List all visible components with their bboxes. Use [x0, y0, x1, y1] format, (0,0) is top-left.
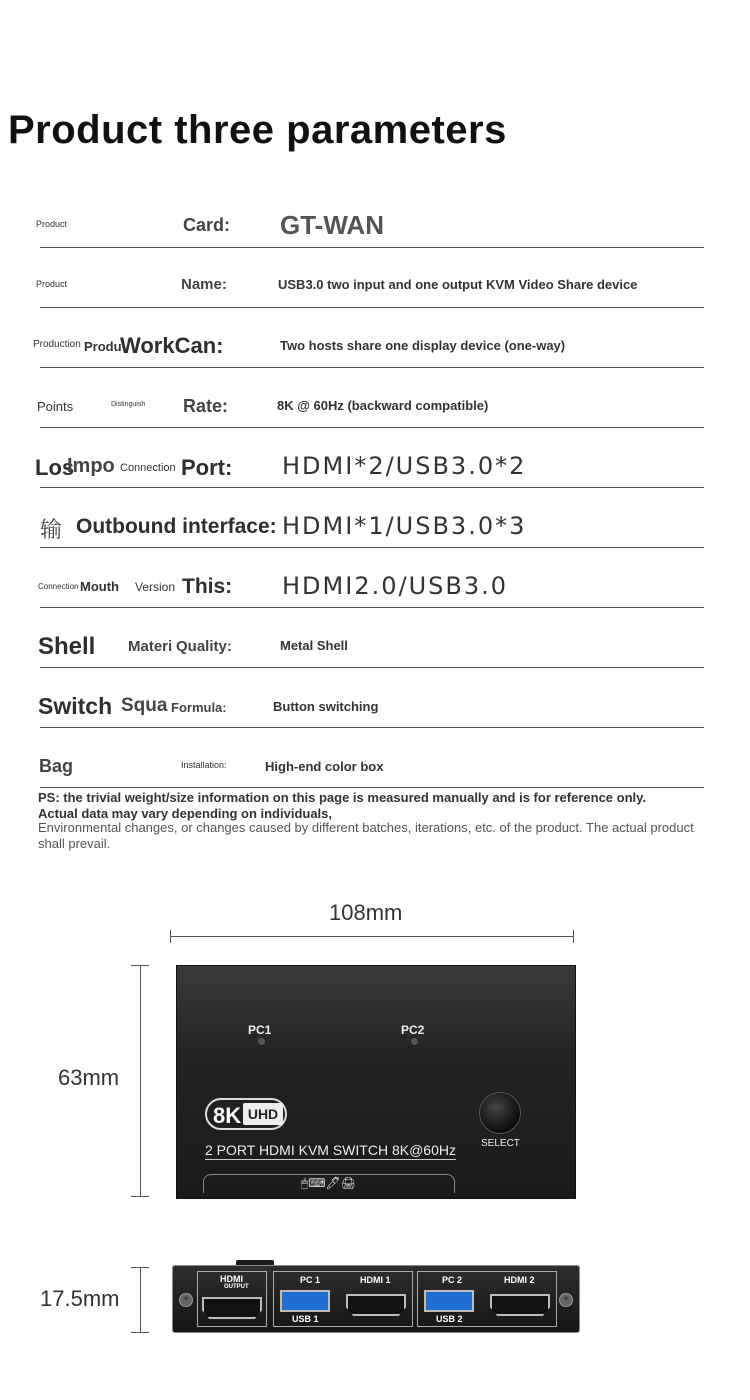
note-line-1: PS: the trivial weight/size information on this page is measured manually and is for reference only. — [38, 790, 647, 805]
usb-port-icon — [424, 1290, 474, 1312]
usb2-label: USB 2 — [436, 1314, 463, 1324]
row-divider — [40, 607, 704, 608]
row-label: Rate: — [183, 396, 229, 416]
param-row-version — [0, 555, 750, 615]
select-button — [479, 1092, 521, 1134]
pc1-label: PC1 — [248, 1023, 272, 1037]
width-dimension-line — [170, 936, 574, 937]
row-divider — [40, 367, 704, 368]
pc1-led — [258, 1038, 265, 1045]
row-label-prefix: Connection — [38, 582, 79, 591]
hdmi-port-icon — [490, 1294, 550, 1316]
row-label-prefix: Production — [33, 339, 81, 350]
row-divider — [40, 487, 704, 488]
uhd-badge: UHD — [243, 1103, 283, 1125]
hdmi1-label: HDMI 1 — [360, 1275, 391, 1285]
row-label: Quality: — [176, 638, 232, 655]
row-divider — [40, 787, 704, 788]
row-divider — [40, 727, 704, 728]
select-label: SELECT — [481, 1138, 520, 1149]
height-tick-bottom — [131, 1196, 149, 1197]
row-label-prefix-2: Produ — [84, 339, 122, 354]
pc2-port-group — [417, 1271, 557, 1327]
note-line-2: Actual data may vary depending on individuals, — [38, 806, 333, 821]
screw-icon: + — [559, 1293, 573, 1307]
row-value: Button switching — [273, 699, 379, 714]
hdmi-port-icon — [202, 1297, 262, 1319]
pc2-led — [411, 1038, 418, 1045]
page-title: Product three parameters — [8, 108, 507, 152]
row-value: USB3.0 two input and one output KVM Video Share device — [278, 277, 638, 292]
height-tick-top — [131, 965, 149, 966]
row-label: Card: — [183, 215, 231, 235]
row-value: 8K @ 60Hz (backward compatible) — [277, 398, 489, 413]
row-value: Metal Shell — [280, 638, 348, 653]
row-label-prefix: Bag — [39, 756, 74, 776]
hdmi2-label: HDMI 2 — [504, 1275, 535, 1285]
param-row-name — [0, 255, 750, 315]
row-label: Port: — [181, 455, 233, 480]
row-label: Outbound interface: — [76, 515, 277, 538]
row-label-prefix-2: Impo — [67, 455, 115, 477]
row-label-prefix-3: Connection — [120, 462, 176, 474]
row-label-prefix: Points — [37, 399, 74, 414]
param-row-input-port — [0, 435, 750, 495]
hdmi-port-icon — [346, 1294, 406, 1316]
hdmi-output-group — [197, 1271, 267, 1327]
row-label: Installation: — [181, 760, 227, 770]
pc1-port-group — [273, 1271, 413, 1327]
disclaimer-note — [38, 790, 718, 852]
row-divider — [40, 247, 704, 248]
screw-icon: + — [179, 1293, 193, 1307]
row-label-prefix-2: Distinguish — [111, 401, 146, 408]
hdmi-output-label: HDMI — [220, 1274, 243, 1284]
usb-port-icon — [280, 1290, 330, 1312]
row-value: Two hosts share one display device (one-way) — [280, 338, 566, 353]
row-label-prefix: Switch — [38, 693, 113, 719]
row-label: WorkCan: — [120, 333, 224, 358]
param-row-work — [0, 315, 750, 375]
note-line-3: Environmental changes, or changes caused by different batches, iterations, etc. of the product. The actual product shall prevail. — [38, 820, 694, 851]
row-label-prefix-2: Materi — [128, 638, 173, 655]
row-divider — [40, 307, 704, 308]
param-row-switch — [0, 675, 750, 735]
model-label: 2 PORT HDMI KVM SWITCH 8K@60Hz — [205, 1142, 456, 1158]
pc1-rear-label: PC 1 — [300, 1275, 321, 1285]
output-label: OUTPUT — [224, 1284, 249, 1290]
pc2-label: PC2 — [401, 1023, 425, 1037]
front-panel-image — [176, 965, 576, 1199]
row-value: HDMI2.0/USB3.0 — [282, 572, 508, 600]
row-label-prefix-3: Version — [135, 580, 176, 594]
depth-tick-top — [131, 1267, 149, 1268]
row-label-prefix: Product — [36, 219, 68, 229]
row-label: Formula: — [171, 700, 227, 715]
pc2-rear-label: PC 2 — [442, 1275, 463, 1285]
param-row-package — [0, 735, 750, 795]
param-row-card — [0, 195, 750, 255]
width-dimension-label: 108mm — [329, 900, 403, 925]
depth-dimension-line — [140, 1267, 141, 1333]
usb1-label: USB 1 — [292, 1314, 319, 1324]
row-label: This: — [182, 575, 233, 598]
row-divider — [40, 667, 704, 668]
row-value: GT-WAN — [280, 210, 384, 240]
8k-badge: 8K — [205, 1098, 287, 1130]
width-tick-right — [573, 930, 574, 943]
depth-tick-bottom — [131, 1332, 149, 1333]
height-dimension-line — [140, 965, 141, 1197]
row-value: HDMI*1/USB3.0*3 — [282, 512, 527, 540]
row-label-prefix: 输 — [40, 517, 63, 542]
row-label-prefix: Los — [35, 455, 75, 480]
row-divider — [40, 547, 704, 548]
param-row-shell — [0, 615, 750, 675]
row-label: Name: — [181, 276, 227, 293]
peripheral-icons: 🖱⌨🖊🖨 — [297, 1176, 360, 1191]
param-row-rate — [0, 375, 750, 435]
row-divider — [40, 427, 704, 428]
parameter-table — [0, 195, 750, 795]
param-row-output-port — [0, 495, 750, 555]
row-label-prefix-2: Mouth — [80, 579, 119, 594]
row-label-prefix: Product — [36, 279, 68, 289]
row-value: High-end color box — [265, 759, 384, 774]
row-label-prefix: Shell — [38, 633, 96, 660]
rear-panel-image — [172, 1265, 580, 1333]
row-value: HDMI*2/USB3.0*2 — [282, 452, 527, 480]
width-tick-left — [170, 930, 171, 943]
height-dimension-label: 63mm — [58, 1065, 120, 1090]
row-label-prefix-2: Squa — [121, 695, 168, 716]
depth-dimension-label: 17.5mm — [40, 1286, 120, 1311]
